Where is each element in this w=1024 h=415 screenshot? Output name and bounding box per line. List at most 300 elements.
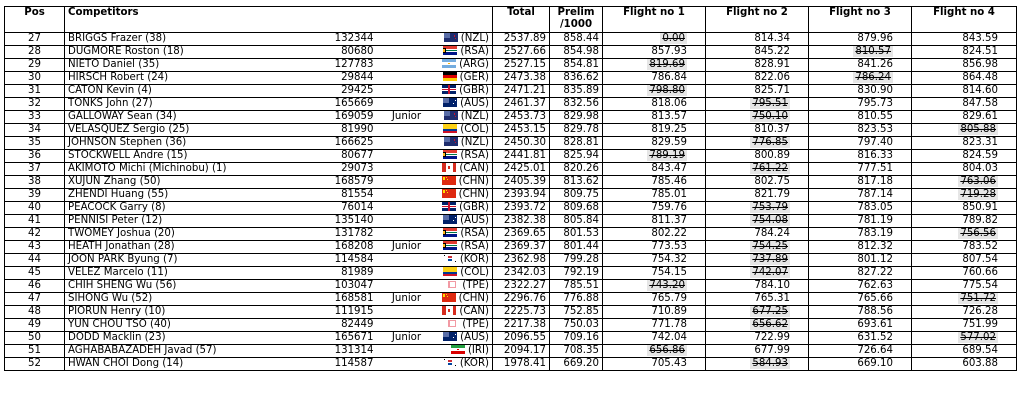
flight-score-value: 823.31 xyxy=(962,137,998,148)
license-number: 103047 xyxy=(311,280,377,293)
flight-3-score xyxy=(809,189,912,202)
junior-label: Junior xyxy=(377,241,437,254)
flight-score-value: 829.61 xyxy=(962,111,998,122)
flight-1-score xyxy=(603,241,706,254)
flight-4-score xyxy=(912,124,1017,137)
prelim-score: 829.98 xyxy=(550,111,603,124)
license-number: 165669 xyxy=(311,98,377,111)
flight-score-value: 773.53 xyxy=(651,241,687,252)
table-row xyxy=(5,306,1017,319)
flight-3-score xyxy=(809,332,912,345)
flight-score-value: 824.59 xyxy=(962,150,998,161)
flag-col-icon xyxy=(443,267,457,276)
flight-score-value: 817.18 xyxy=(857,176,893,187)
license-number: 168208 xyxy=(311,241,377,254)
total-score: 2453.73 xyxy=(493,111,550,124)
total-score: 2342.03 xyxy=(493,267,550,280)
total-score: 2425.01 xyxy=(493,163,550,176)
prelim-score: 829.78 xyxy=(550,124,603,137)
flight-score-value: 879.96 xyxy=(857,33,893,44)
flight-1-score xyxy=(603,189,706,202)
flight-1-score xyxy=(603,228,706,241)
dropped-flight-score: 761.22 xyxy=(752,163,788,174)
license-number: 114584 xyxy=(311,254,377,267)
flight-3-score xyxy=(809,111,912,124)
flight-score-value: 775.54 xyxy=(962,280,998,291)
total-score: 2441.81 xyxy=(493,150,550,163)
flight-score-value: 783.52 xyxy=(962,241,998,252)
junior-label xyxy=(377,46,437,59)
flight-1-score xyxy=(603,150,706,163)
license-number: 76014 xyxy=(311,202,377,215)
flight-1-score xyxy=(603,98,706,111)
flight-score-value: 797.40 xyxy=(857,137,893,148)
flight-4-score xyxy=(912,332,1017,345)
competitor-name: TONKS John (27) xyxy=(65,98,311,111)
nation-cell xyxy=(437,254,493,267)
flight-score-value: 760.66 xyxy=(962,267,998,278)
header-prelim-line1: Prelim xyxy=(557,7,595,18)
position-cell: 48 xyxy=(5,306,65,319)
prelim-score: 801.53 xyxy=(550,228,603,241)
position-cell: 50 xyxy=(5,332,65,345)
competitor-name: STOCKWELL Andre (15) xyxy=(65,150,311,163)
prelim-score: 832.56 xyxy=(550,98,603,111)
flight-score-value: 829.59 xyxy=(651,137,687,148)
competitor-name: HIRSCH Robert (24) xyxy=(65,72,311,85)
total-score: 2096.55 xyxy=(493,332,550,345)
table-row xyxy=(5,46,1017,59)
flag-rsa-icon xyxy=(443,241,457,250)
table-row xyxy=(5,150,1017,163)
flight-score-value: 819.25 xyxy=(651,124,687,135)
prelim-score: 709.16 xyxy=(550,332,603,345)
flag-chn-icon xyxy=(442,189,456,198)
flight-score-value: 765.31 xyxy=(754,293,790,304)
flag-aus-icon xyxy=(443,215,457,224)
position-cell: 47 xyxy=(5,293,65,306)
flight-score-value: 754.15 xyxy=(651,267,687,278)
country-code: (NZL) xyxy=(460,33,489,44)
flight-2-score xyxy=(706,319,809,332)
flight-score-value: 822.06 xyxy=(754,72,790,83)
flight-2-score xyxy=(706,98,809,111)
country-code: (KOR) xyxy=(459,254,489,265)
junior-label xyxy=(377,358,437,371)
flight-1-score xyxy=(603,202,706,215)
nation-cell xyxy=(437,202,493,215)
flight-1-score xyxy=(603,111,706,124)
nation-cell xyxy=(437,163,493,176)
country-code: (NZL) xyxy=(460,111,489,122)
flight-3-score xyxy=(809,72,912,85)
flag-can-icon xyxy=(442,163,456,172)
total-score: 2362.98 xyxy=(493,254,550,267)
dropped-flight-score: 754.25 xyxy=(752,241,788,252)
dropped-flight-score: 805.88 xyxy=(960,124,996,135)
total-score: 2527.66 xyxy=(493,46,550,59)
flag-chn-icon xyxy=(442,176,456,185)
flight-3-score xyxy=(809,280,912,293)
flight-score-value: 841.26 xyxy=(857,59,893,70)
country-code: (GBR) xyxy=(459,85,489,96)
flight-score-value: 783.19 xyxy=(857,228,893,239)
flight-3-score xyxy=(809,254,912,267)
table-row xyxy=(5,189,1017,202)
flight-score-value: 789.82 xyxy=(962,215,998,226)
competitor-name: YUN CHOU TSO (40) xyxy=(65,319,311,332)
country-code: (RSA) xyxy=(460,241,489,252)
prelim-score: 825.94 xyxy=(550,150,603,163)
flight-score-value: 843.59 xyxy=(962,33,998,44)
country-code: (RSA) xyxy=(460,150,489,161)
flight-score-value: 847.58 xyxy=(962,98,998,109)
country-code: (RSA) xyxy=(460,46,489,57)
competitor-name: SIHONG Wu (52) xyxy=(65,293,311,306)
prelim-score: 776.88 xyxy=(550,293,603,306)
license-number: 169059 xyxy=(311,111,377,124)
flight-score-value: 759.76 xyxy=(651,202,687,213)
flight-score-value: 802.22 xyxy=(651,228,687,239)
total-score: 2537.89 xyxy=(493,33,550,46)
junior-label xyxy=(377,72,437,85)
flight-score-value: 850.91 xyxy=(962,202,998,213)
nation-cell xyxy=(437,176,493,189)
flight-3-score xyxy=(809,98,912,111)
license-number: 80680 xyxy=(311,46,377,59)
license-number: 82449 xyxy=(311,319,377,332)
nation-cell xyxy=(437,215,493,228)
flight-4-score xyxy=(912,59,1017,72)
competitor-name: ZHENDI Huang (55) xyxy=(65,189,311,202)
flight-score-value: 795.73 xyxy=(857,98,893,109)
flag-tpe-icon xyxy=(445,280,459,289)
competitor-name: CATON Kevin (4) xyxy=(65,85,311,98)
country-code: (ARG) xyxy=(459,59,489,70)
dropped-flight-score: 737.89 xyxy=(752,254,788,265)
flight-1-score xyxy=(603,358,706,371)
country-code: (AUS) xyxy=(460,98,489,109)
flight-3-score xyxy=(809,59,912,72)
license-number: 29073 xyxy=(311,163,377,176)
table-row xyxy=(5,111,1017,124)
flight-3-score xyxy=(809,137,912,150)
position-cell: 39 xyxy=(5,189,65,202)
flag-ger-icon xyxy=(443,72,457,81)
flight-score-value: 810.55 xyxy=(857,111,893,122)
junior-label xyxy=(377,85,437,98)
table-row xyxy=(5,332,1017,345)
total-score: 2225.73 xyxy=(493,306,550,319)
license-number: 165671 xyxy=(311,332,377,345)
flight-score-value: 669.10 xyxy=(857,358,893,369)
flight-score-value: 823.53 xyxy=(857,124,893,135)
flight-4-score xyxy=(912,293,1017,306)
competitor-name: DUGMORE Roston (18) xyxy=(65,46,311,59)
flight-2-score xyxy=(706,163,809,176)
country-code: (AUS) xyxy=(460,215,489,226)
flight-2-score xyxy=(706,72,809,85)
dropped-flight-score: 763.06 xyxy=(960,176,996,187)
flight-3-score xyxy=(809,241,912,254)
dropped-flight-score: 742.07 xyxy=(752,267,788,278)
flight-4-score xyxy=(912,345,1017,358)
competitor-name: VELEZ Marcelo (11) xyxy=(65,267,311,280)
flight-score-value: 814.34 xyxy=(754,33,790,44)
flight-score-value: 816.33 xyxy=(857,150,893,161)
flag-aus-icon xyxy=(443,98,457,107)
flight-4-score xyxy=(912,33,1017,46)
nation-cell xyxy=(437,33,493,46)
country-code: (TPE) xyxy=(462,280,489,291)
table-row xyxy=(5,358,1017,371)
position-cell: 33 xyxy=(5,111,65,124)
position-cell: 27 xyxy=(5,33,65,46)
flag-nzl-icon xyxy=(444,33,458,42)
junior-label xyxy=(377,124,437,137)
position-cell: 36 xyxy=(5,150,65,163)
header-row xyxy=(5,7,1017,33)
junior-label xyxy=(377,345,437,358)
position-cell: 38 xyxy=(5,176,65,189)
flight-4-score xyxy=(912,111,1017,124)
dropped-flight-score: 756.56 xyxy=(960,228,996,239)
flight-2-score xyxy=(706,124,809,137)
prelim-score: 805.84 xyxy=(550,215,603,228)
flight-1-score xyxy=(603,280,706,293)
flight-3-score xyxy=(809,176,912,189)
position-cell: 42 xyxy=(5,228,65,241)
license-number: 127783 xyxy=(311,59,377,72)
country-code: (AUS) xyxy=(460,332,489,343)
flag-gbr-icon xyxy=(442,202,456,211)
license-number: 111915 xyxy=(311,306,377,319)
nation-cell xyxy=(437,358,493,371)
junior-label xyxy=(377,280,437,293)
flight-1-score xyxy=(603,319,706,332)
flight-2-score xyxy=(706,111,809,124)
flight-1-score xyxy=(603,72,706,85)
table-row xyxy=(5,254,1017,267)
total-score: 2405.39 xyxy=(493,176,550,189)
prelim-score: 809.75 xyxy=(550,189,603,202)
flight-3-score xyxy=(809,293,912,306)
flight-2-score xyxy=(706,280,809,293)
flight-2-score xyxy=(706,345,809,358)
junior-label xyxy=(377,306,437,319)
flight-score-value: 783.05 xyxy=(857,202,893,213)
flight-score-value: 762.63 xyxy=(857,280,893,291)
country-code: (IRI) xyxy=(467,345,489,356)
flight-score-value: 785.01 xyxy=(651,189,687,200)
flag-arg-icon xyxy=(442,59,456,68)
country-code: (CHN) xyxy=(458,293,489,304)
country-code: (KOR) xyxy=(459,358,489,369)
dropped-flight-score: 795.51 xyxy=(752,98,788,109)
position-cell: 30 xyxy=(5,72,65,85)
license-number: 81554 xyxy=(311,189,377,202)
flight-score-value: 857.93 xyxy=(651,46,687,57)
dropped-flight-score: 677.25 xyxy=(752,306,788,317)
nation-cell xyxy=(437,72,493,85)
dropped-flight-score: 751.72 xyxy=(960,293,996,304)
country-code: (GER) xyxy=(459,72,489,83)
license-number: 131782 xyxy=(311,228,377,241)
nation-cell xyxy=(437,98,493,111)
junior-label xyxy=(377,150,437,163)
table-row xyxy=(5,293,1017,306)
prelim-score: 854.81 xyxy=(550,59,603,72)
prelim-score: 801.44 xyxy=(550,241,603,254)
header-pos: Pos xyxy=(5,7,65,33)
position-cell: 32 xyxy=(5,98,65,111)
header-total: Total xyxy=(493,7,550,33)
dropped-flight-score: 0.00 xyxy=(662,33,685,44)
dropped-flight-score: 754.08 xyxy=(752,215,788,226)
prelim-score: 858.44 xyxy=(550,33,603,46)
dropped-flight-score: 789.19 xyxy=(649,150,685,161)
junior-label: Junior xyxy=(377,332,437,345)
table-row xyxy=(5,267,1017,280)
position-cell: 41 xyxy=(5,215,65,228)
flight-score-value: 751.99 xyxy=(962,319,998,330)
junior-label xyxy=(377,228,437,241)
competitor-name: JOON PARK Byung (7) xyxy=(65,254,311,267)
flight-2-score xyxy=(706,150,809,163)
competitor-name: NIETO Daniel (35) xyxy=(65,59,311,72)
prelim-score: 835.89 xyxy=(550,85,603,98)
flight-score-value: 843.47 xyxy=(651,163,687,174)
table-row xyxy=(5,124,1017,137)
competitor-name: AKIMOTO Michi (Michinobu) (1) xyxy=(65,163,311,176)
flight-2-score xyxy=(706,306,809,319)
table-row xyxy=(5,345,1017,358)
dropped-flight-score: 819.69 xyxy=(649,59,685,70)
flight-score-value: 821.79 xyxy=(754,189,790,200)
license-number: 29844 xyxy=(311,72,377,85)
flight-score-value: 771.78 xyxy=(651,319,687,330)
flight-score-value: 765.66 xyxy=(857,293,893,304)
nation-cell xyxy=(437,267,493,280)
flight-1-score xyxy=(603,176,706,189)
header-competitors: Competitors xyxy=(65,7,493,33)
header-flight-3: Flight no 3 xyxy=(809,7,912,33)
competitor-name: PENNISI Peter (12) xyxy=(65,215,311,228)
flight-4-score xyxy=(912,267,1017,280)
header-prelim xyxy=(550,7,603,33)
flight-score-value: 781.19 xyxy=(857,215,893,226)
flight-score-value: 824.51 xyxy=(962,46,998,57)
country-code: (GBR) xyxy=(459,202,489,213)
flight-2-score xyxy=(706,293,809,306)
competitor-name: VELASQUEZ Sergio (25) xyxy=(65,124,311,137)
flight-1-score xyxy=(603,33,706,46)
license-number: 81989 xyxy=(311,267,377,280)
flight-1-score xyxy=(603,137,706,150)
flight-4-score xyxy=(912,176,1017,189)
flag-tpe-icon xyxy=(445,319,459,328)
flag-gbr-icon xyxy=(442,85,456,94)
dropped-flight-score: 577.02 xyxy=(960,332,996,343)
license-number: 168581 xyxy=(311,293,377,306)
header-flight-1: Flight no 1 xyxy=(603,7,706,33)
competitor-name: JOHNSON Stephen (36) xyxy=(65,137,311,150)
country-code: (COL) xyxy=(460,267,489,278)
table-row xyxy=(5,98,1017,111)
table-row xyxy=(5,163,1017,176)
flight-score-value: 710.89 xyxy=(651,306,687,317)
flight-score-value: 631.52 xyxy=(857,332,893,343)
prelim-score: 828.81 xyxy=(550,137,603,150)
total-score: 2369.65 xyxy=(493,228,550,241)
prelim-score: 799.28 xyxy=(550,254,603,267)
flight-3-score xyxy=(809,358,912,371)
position-cell: 37 xyxy=(5,163,65,176)
table-row xyxy=(5,280,1017,293)
flight-2-score xyxy=(706,215,809,228)
nation-cell xyxy=(437,293,493,306)
flight-2-score xyxy=(706,46,809,59)
country-code: (CHN) xyxy=(458,176,489,187)
flight-3-score xyxy=(809,150,912,163)
flag-rsa-icon xyxy=(443,228,457,237)
flight-score-value: 784.10 xyxy=(754,280,790,291)
table-row xyxy=(5,215,1017,228)
flight-score-value: 864.48 xyxy=(962,72,998,83)
license-number: 81990 xyxy=(311,124,377,137)
results-table-container xyxy=(4,6,1017,371)
flight-3-score xyxy=(809,319,912,332)
position-cell: 52 xyxy=(5,358,65,371)
total-score: 2369.37 xyxy=(493,241,550,254)
competitor-name: GALLOWAY Sean (34) xyxy=(65,111,311,124)
license-number: 80677 xyxy=(311,150,377,163)
competitor-name: XUJUN Zhang (50) xyxy=(65,176,311,189)
prelim-score: 854.98 xyxy=(550,46,603,59)
flight-score-value: 827.22 xyxy=(857,267,893,278)
flight-score-value: 693.61 xyxy=(857,319,893,330)
flight-2-score xyxy=(706,358,809,371)
flight-1-score xyxy=(603,163,706,176)
license-number: 168579 xyxy=(311,176,377,189)
flight-score-value: 814.60 xyxy=(962,85,998,96)
position-cell: 46 xyxy=(5,280,65,293)
flight-score-value: 856.98 xyxy=(962,59,998,70)
dropped-flight-score: 753.79 xyxy=(752,202,788,213)
flight-score-value: 812.32 xyxy=(857,241,893,252)
flight-2-score xyxy=(706,267,809,280)
flight-4-score xyxy=(912,163,1017,176)
total-score: 2217.38 xyxy=(493,319,550,332)
flight-score-value: 726.64 xyxy=(857,345,893,356)
flight-score-value: 804.03 xyxy=(962,163,998,174)
total-score: 2450.30 xyxy=(493,137,550,150)
competitor-name: PEACOCK Garry (8) xyxy=(65,202,311,215)
flight-4-score xyxy=(912,98,1017,111)
license-number: 114587 xyxy=(311,358,377,371)
flight-score-value: 705.43 xyxy=(651,358,687,369)
flight-1-score xyxy=(603,267,706,280)
flight-score-value: 677.99 xyxy=(754,345,790,356)
prelim-score: 785.51 xyxy=(550,280,603,293)
flight-4-score xyxy=(912,189,1017,202)
flight-4-score xyxy=(912,306,1017,319)
position-cell: 31 xyxy=(5,85,65,98)
competitor-name: BRIGGS Frazer (38) xyxy=(65,33,311,46)
dropped-flight-score: 776.85 xyxy=(752,137,788,148)
flight-1-score xyxy=(603,306,706,319)
results-body xyxy=(5,33,1017,371)
